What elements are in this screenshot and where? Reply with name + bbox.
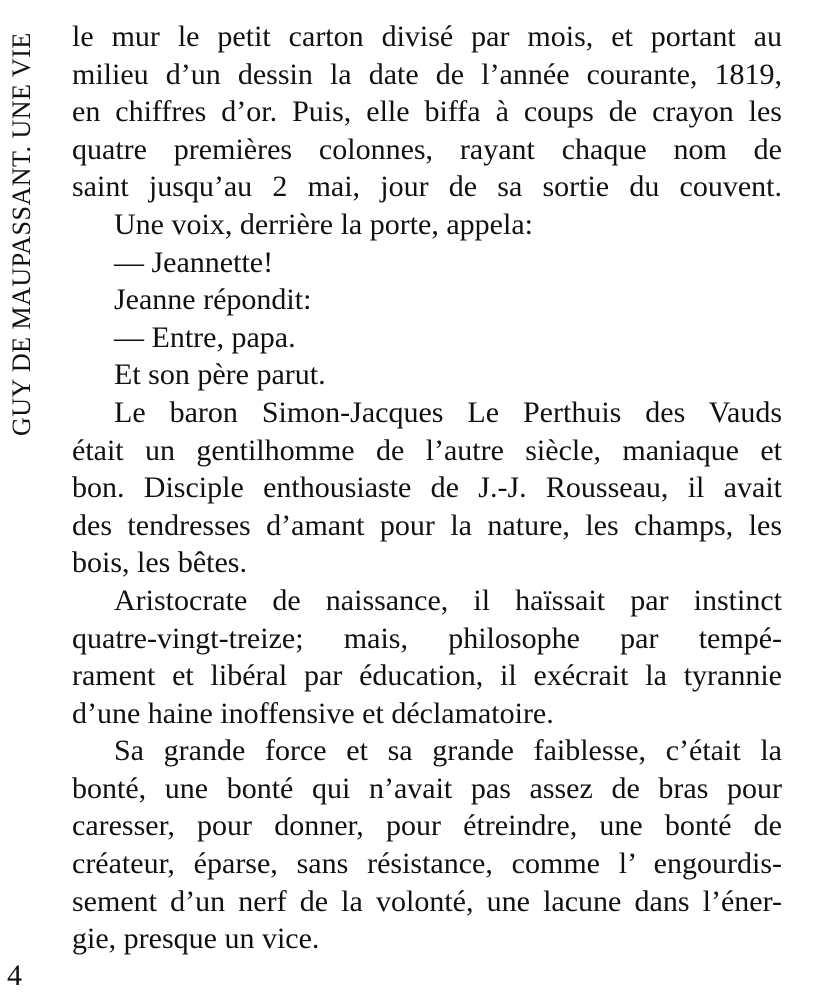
text-line: quatre premières colonnes, rayant chaque nom de: [72, 132, 782, 166]
running-head: [2, 18, 44, 436]
text-line: bois, les bêtes.: [72, 546, 247, 580]
text-line: bon. Disciple enthousiaste de J.-J. Rousseau, il avait: [72, 471, 782, 505]
text-line: d’une haine inoffensive et déclamatoire.: [72, 696, 554, 730]
text-line: Et son père parut.: [114, 358, 326, 392]
text-line: en chiffres d’or. Puis, elle biffa à coups de crayon les: [72, 95, 782, 129]
text-line: sement d’un nerf de la volonté, une lacune dans l’éner-: [72, 884, 782, 918]
text-line: quatre-vingt-treize; mais, philosophe par tempé-: [72, 621, 782, 655]
text-line: Une voix, derrière la porte, appela:: [114, 207, 533, 241]
running-head-text: GUY DE MAUPASSANT. UNE VIE: [7, 32, 36, 436]
text-line: Aristocrate de naissance, il haïssait par instinct: [114, 583, 782, 617]
text-line: était un gentilhomme de l’autre siècle, maniaque et: [72, 433, 782, 467]
text-line: milieu d’un dessin la date de l’année courante, 1819,: [72, 57, 782, 91]
text-line: gie, presque un vice.: [72, 922, 320, 956]
text-line: — Jeannette!: [114, 245, 274, 279]
text-line: Sa grande force et sa grande faiblesse, c’était la: [114, 734, 782, 768]
page-number: 4: [7, 959, 22, 992]
text-line: saint jusqu’au 2 mai, jour de sa sortie du couvent.: [72, 170, 782, 204]
text-line: Jeanne répondit:: [114, 283, 312, 317]
text-line: rament et libéral par éducation, il exécrait la tyrannie: [72, 659, 782, 693]
text-line: — Entre, papa.: [114, 320, 296, 354]
text-line: créateur, éparse, sans résistance, comme l’ engourdis-: [72, 847, 782, 881]
body-text: [72, 18, 782, 958]
text-line: bonté, une bonté qui n’avait pas assez de bras pour: [72, 771, 782, 805]
text-line: caresser, pour donner, pour étreindre, une bonté de: [72, 809, 782, 843]
text-line: le mur le petit carton divisé par mois, et portant au: [72, 20, 782, 53]
text-line: Le baron Simon-Jacques Le Perthuis des Vauds: [114, 395, 782, 429]
text-line: des tendresses d’amant pour la nature, les champs, les: [72, 508, 782, 542]
